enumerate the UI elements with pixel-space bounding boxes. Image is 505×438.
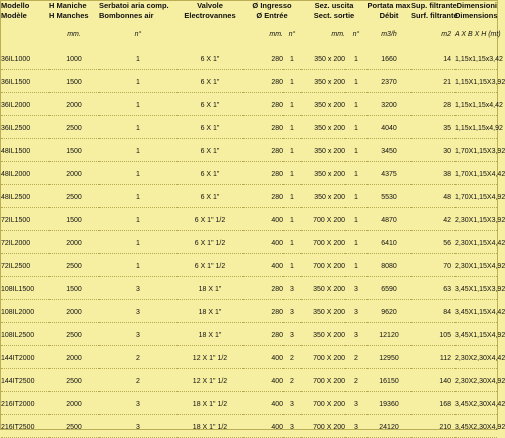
cell-h-maniche: 1500 <box>49 208 99 231</box>
cell-h-maniche: 2000 <box>49 346 99 369</box>
cell-model: 72IL1500 <box>1 208 49 231</box>
unit-h: mm. <box>67 30 81 38</box>
header-surf-filtrante: Surf. filtrante <box>411 11 458 20</box>
header-dimensions: Dimensions <box>455 11 498 20</box>
cell-serbatoi: 1 <box>99 231 177 254</box>
table-row <box>1 47 497 70</box>
unit-uscita-mm: mm. <box>331 30 345 38</box>
cell-sup-filtrante: 63 <box>411 277 455 300</box>
cell-model: 48IL2000 <box>1 162 49 185</box>
cell-model: 48IL2500 <box>1 185 49 208</box>
cell-ingresso-mm: 400 <box>243 369 283 392</box>
unit-ingresso-n: n° <box>288 30 296 38</box>
cell-valvole: 12 X 1" 1/2 <box>177 369 243 392</box>
cell-dimensioni: 1,15x1,15x4,92 <box>455 116 497 139</box>
table-row <box>1 93 497 116</box>
cell-ingresso-n: 1 <box>283 185 301 208</box>
cell-h-maniche: 2500 <box>49 415 99 438</box>
header-debit: Débit <box>379 11 399 20</box>
cell-sup-filtrante: 56 <box>411 231 455 254</box>
cell-model: 48IL1500 <box>1 139 49 162</box>
cell-valvole: 18 X 1" <box>177 277 243 300</box>
cell-portata: 3450 <box>367 139 411 162</box>
cell-ingresso-n: 1 <box>283 93 301 116</box>
cell-uscita: 350 x 200 <box>301 162 345 185</box>
cell-model: 108IL2000 <box>1 300 49 323</box>
unit-portata: m3/h <box>381 30 397 38</box>
cell-portata: 4040 <box>367 116 411 139</box>
cell-model: 108IL1500 <box>1 277 49 300</box>
cell-ingresso-n: 1 <box>283 208 301 231</box>
cell-serbatoi: 3 <box>99 323 177 346</box>
cell-ingresso-n: 2 <box>283 369 301 392</box>
cell-h-maniche: 2500 <box>49 254 99 277</box>
cell-valvole: 6 X 1" <box>177 70 243 93</box>
cell-serbatoi: 3 <box>99 300 177 323</box>
cell-uscita-n: 1 <box>345 93 367 116</box>
cell-ingresso-mm: 400 <box>243 346 283 369</box>
cell-portata: 16150 <box>367 369 411 392</box>
cell-dimensioni: 3,45X1,15X3,92 <box>455 277 497 300</box>
cell-model: 36IL1500 <box>1 70 49 93</box>
cell-h-maniche: 2500 <box>49 185 99 208</box>
cell-h-maniche: 2500 <box>49 323 99 346</box>
cell-dimensioni: 3,45X2,30X4,42 <box>455 392 497 415</box>
unit-ingresso-mm: mm. <box>269 30 283 38</box>
cell-dimensioni: 3,45X1,15X4,42 <box>455 300 497 323</box>
table-row <box>1 346 497 369</box>
cell-serbatoi: 1 <box>99 70 177 93</box>
cell-dimensioni: 2,30X1,15X4,42 <box>455 231 497 254</box>
spec-rows <box>1 47 505 438</box>
cell-sup-filtrante: 28 <box>411 93 455 116</box>
cell-serbatoi: 1 <box>99 254 177 277</box>
cell-serbatoi: 1 <box>99 139 177 162</box>
cell-dimensioni: 2,30X1,15X3,92 <box>455 208 497 231</box>
cell-sup-filtrante: 168 <box>411 392 455 415</box>
cell-h-maniche: 1000 <box>49 47 99 70</box>
cell-uscita: 350 X 200 <box>301 300 345 323</box>
cell-dimensioni: 1,70X1,15X4,42 <box>455 162 497 185</box>
unit-uscita-n: n° <box>352 30 360 38</box>
cell-valvole: 6 X 1" <box>177 162 243 185</box>
cell-portata: 6410 <box>367 231 411 254</box>
cell-sup-filtrante: 42 <box>411 208 455 231</box>
header-uscita: Sez. uscita <box>314 1 354 10</box>
cell-h-maniche: 2500 <box>49 369 99 392</box>
cell-uscita: 350 x 200 <box>301 139 345 162</box>
cell-ingresso-n: 1 <box>283 47 301 70</box>
header-row-italian <box>1 1 497 11</box>
cell-valvole: 6 X 1" <box>177 185 243 208</box>
cell-portata: 4375 <box>367 162 411 185</box>
header-model: Modello <box>1 1 30 10</box>
cell-portata: 19360 <box>367 392 411 415</box>
cell-uscita: 350 x 200 <box>301 185 345 208</box>
cell-h-maniche: 2000 <box>49 231 99 254</box>
cell-model: 216IT2000 <box>1 392 49 415</box>
cell-portata: 6590 <box>367 277 411 300</box>
header-portata: Portata max <box>367 1 411 10</box>
header-modele: Modèle <box>1 11 27 20</box>
table-row <box>1 392 497 415</box>
cell-model: 36IL2000 <box>1 93 49 116</box>
cell-uscita-n: 1 <box>345 254 367 277</box>
cell-ingresso-mm: 400 <box>243 208 283 231</box>
cell-ingresso-n: 3 <box>283 415 301 438</box>
cell-ingresso-n: 3 <box>283 392 301 415</box>
cell-serbatoi: 1 <box>99 162 177 185</box>
cell-serbatoi: 1 <box>99 93 177 116</box>
cell-sup-filtrante: 210 <box>411 415 455 438</box>
cell-uscita: 350 X 200 <box>301 323 345 346</box>
cell-h-maniche: 1500 <box>49 139 99 162</box>
cell-uscita-n: 1 <box>345 185 367 208</box>
cell-portata: 1660 <box>367 47 411 70</box>
cell-uscita: 700 X 200 <box>301 346 345 369</box>
cell-uscita-n: 1 <box>345 116 367 139</box>
cell-uscita-n: 3 <box>345 415 367 438</box>
cell-serbatoi: 2 <box>99 346 177 369</box>
cell-portata: 3200 <box>367 93 411 116</box>
cell-ingresso-n: 1 <box>283 70 301 93</box>
table-row <box>1 70 497 93</box>
unit-sup: m2 <box>441 30 451 38</box>
cell-ingresso-mm: 280 <box>243 116 283 139</box>
cell-ingresso-mm: 400 <box>243 415 283 438</box>
cell-sup-filtrante: 21 <box>411 70 455 93</box>
cell-serbatoi: 3 <box>99 415 177 438</box>
cell-ingresso-mm: 280 <box>243 139 283 162</box>
cell-serbatoi: 3 <box>99 277 177 300</box>
cell-ingresso-n: 1 <box>283 231 301 254</box>
cell-uscita-n: 1 <box>345 208 367 231</box>
cell-ingresso-mm: 280 <box>243 300 283 323</box>
cell-portata: 9620 <box>367 300 411 323</box>
cell-h-maniche: 2500 <box>49 116 99 139</box>
cell-ingresso-n: 3 <box>283 300 301 323</box>
header-row-french <box>1 11 497 21</box>
cell-h-maniche: 2000 <box>49 300 99 323</box>
cell-serbatoi: 2 <box>99 369 177 392</box>
cell-ingresso-n: 1 <box>283 254 301 277</box>
cell-uscita-n: 3 <box>345 300 367 323</box>
cell-ingresso-mm: 280 <box>243 323 283 346</box>
header-valvole: Valvole <box>197 1 223 10</box>
cell-uscita-n: 1 <box>345 139 367 162</box>
cell-sup-filtrante: 112 <box>411 346 455 369</box>
cell-dimensioni: 3,45X2,30X4,92 <box>455 415 497 438</box>
cell-sup-filtrante: 105 <box>411 323 455 346</box>
cell-serbatoi: 1 <box>99 208 177 231</box>
header-sup-filtrante: Sup. filtrante <box>411 1 457 10</box>
cell-ingresso-mm: 280 <box>243 277 283 300</box>
cell-valvole: 6 X 1" <box>177 47 243 70</box>
cell-portata: 5530 <box>367 185 411 208</box>
unit-serbatoi: n° <box>134 30 142 38</box>
cell-ingresso-n: 2 <box>283 346 301 369</box>
cell-portata: 8080 <box>367 254 411 277</box>
table-row <box>1 162 497 185</box>
cell-uscita-n: 3 <box>345 277 367 300</box>
header-serbatoi: Serbatoi aria comp. <box>99 1 169 10</box>
cell-sup-filtrante: 70 <box>411 254 455 277</box>
cell-ingresso-mm: 280 <box>243 47 283 70</box>
cell-uscita: 700 X 200 <box>301 369 345 392</box>
cell-model: 216IT2500 <box>1 415 49 438</box>
table-row <box>1 300 497 323</box>
cell-uscita: 700 X 200 <box>301 392 345 415</box>
cell-uscita: 350 x 200 <box>301 93 345 116</box>
cell-valvole: 6 X 1" 1/2 <box>177 231 243 254</box>
cell-valvole: 12 X 1" 1/2 <box>177 346 243 369</box>
cell-ingresso-n: 1 <box>283 162 301 185</box>
cell-h-maniche: 2000 <box>49 392 99 415</box>
cell-dimensioni: 1,15x1,15x4,42 <box>455 93 497 116</box>
cell-model: 36IL2500 <box>1 116 49 139</box>
cell-ingresso-mm: 400 <box>243 254 283 277</box>
cell-uscita-n: 3 <box>345 323 367 346</box>
cell-uscita: 700 X 200 <box>301 415 345 438</box>
cell-ingresso-n: 1 <box>283 139 301 162</box>
cell-uscita: 350 X 200 <box>301 277 345 300</box>
header-h-manches: H Manches <box>49 11 89 20</box>
cell-h-maniche: 2000 <box>49 93 99 116</box>
cell-ingresso-mm: 280 <box>243 93 283 116</box>
header-entree: Ø Entrée <box>256 11 288 20</box>
cell-dimensioni: 1,15x1,15x3,42 <box>455 47 497 70</box>
cell-valvole: 6 X 1" <box>177 116 243 139</box>
cell-ingresso-mm: 400 <box>243 392 283 415</box>
unit-dim: A X B X H (mt) <box>455 30 501 38</box>
header-dimensioni: Dimensioni <box>456 1 497 10</box>
cell-dimensioni: 2,30X2,30X4,92 <box>455 369 497 392</box>
table-row <box>1 254 497 277</box>
table-row <box>1 116 497 139</box>
cell-valvole: 6 X 1" <box>177 93 243 116</box>
cell-dimensioni: 3,45X1,15X4,92 <box>455 323 497 346</box>
cell-uscita: 350 x 200 <box>301 116 345 139</box>
cell-model: 72IL2000 <box>1 231 49 254</box>
cell-uscita-n: 3 <box>345 392 367 415</box>
cell-sup-filtrante: 38 <box>411 162 455 185</box>
cell-sup-filtrante: 35 <box>411 116 455 139</box>
cell-portata: 24120 <box>367 415 411 438</box>
header-electrovannes: Electrovannes <box>184 11 236 20</box>
cell-dimensioni: 2,30X1,15X4,92 <box>455 254 497 277</box>
cell-portata: 2370 <box>367 70 411 93</box>
cell-valvole: 18 X 1" <box>177 323 243 346</box>
cell-uscita: 350 x 200 <box>301 70 345 93</box>
cell-dimensioni: 1,70X1,15X3,92 <box>455 139 497 162</box>
header-h-maniche: H Maniche <box>49 1 87 10</box>
cell-uscita-n: 2 <box>345 369 367 392</box>
cell-uscita: 700 X 200 <box>301 231 345 254</box>
cell-model: 144IT2000 <box>1 346 49 369</box>
cell-model: 108IL2500 <box>1 323 49 346</box>
cell-model: 36IL1000 <box>1 47 49 70</box>
cell-ingresso-mm: 400 <box>243 231 283 254</box>
table-row <box>1 415 497 438</box>
cell-ingresso-mm: 280 <box>243 185 283 208</box>
cell-ingresso-mm: 280 <box>243 70 283 93</box>
cell-valvole: 18 X 1" 1/2 <box>177 392 243 415</box>
cell-uscita: 700 X 200 <box>301 208 345 231</box>
cell-serbatoi: 1 <box>99 47 177 70</box>
cell-model: 144IT2500 <box>1 369 49 392</box>
cell-valvole: 18 X 1" 1/2 <box>177 415 243 438</box>
cell-uscita-n: 1 <box>345 162 367 185</box>
cell-uscita: 350 x 200 <box>301 47 345 70</box>
table-row <box>1 208 497 231</box>
cell-h-maniche: 1500 <box>49 70 99 93</box>
cell-serbatoi: 1 <box>99 185 177 208</box>
cell-uscita: 700 X 200 <box>301 254 345 277</box>
cell-ingresso-n: 3 <box>283 277 301 300</box>
cell-uscita-n: 1 <box>345 231 367 254</box>
header-sortie: Sect. sortie <box>313 11 355 20</box>
cell-dimensioni: 2,30X2,30X4,42 <box>455 346 497 369</box>
cell-valvole: 18 X 1" <box>177 300 243 323</box>
cell-portata: 12120 <box>367 323 411 346</box>
cell-serbatoi: 3 <box>99 392 177 415</box>
table-row <box>1 185 497 208</box>
cell-uscita-n: 1 <box>345 70 367 93</box>
cell-ingresso-n: 3 <box>283 323 301 346</box>
cell-ingresso-mm: 280 <box>243 162 283 185</box>
spec-table <box>1 1 505 438</box>
cell-portata: 4870 <box>367 208 411 231</box>
cell-sup-filtrante: 48 <box>411 185 455 208</box>
cell-ingresso-n: 1 <box>283 116 301 139</box>
units-row <box>1 21 497 47</box>
table-row <box>1 369 497 392</box>
cell-sup-filtrante: 30 <box>411 139 455 162</box>
cell-valvole: 6 X 1" 1/2 <box>177 254 243 277</box>
cell-dimensioni: 1,70X1,15X4,92 <box>455 185 497 208</box>
cell-sup-filtrante: 14 <box>411 47 455 70</box>
cell-portata: 12950 <box>367 346 411 369</box>
cell-uscita-n: 2 <box>345 346 367 369</box>
header-ingresso: Ø Ingresso <box>252 1 292 10</box>
cell-serbatoi: 1 <box>99 116 177 139</box>
cell-h-maniche: 2000 <box>49 162 99 185</box>
cell-sup-filtrante: 84 <box>411 300 455 323</box>
cell-h-maniche: 1500 <box>49 277 99 300</box>
table-row <box>1 231 497 254</box>
cell-model: 72IL2500 <box>1 254 49 277</box>
cell-dimensioni: 1,15X1,15X3,92 <box>455 70 497 93</box>
cell-sup-filtrante: 140 <box>411 369 455 392</box>
table-row <box>1 277 497 300</box>
cell-valvole: 6 X 1" 1/2 <box>177 208 243 231</box>
header-bombonnes: Bombonnes air <box>99 11 154 20</box>
cell-uscita-n: 1 <box>345 47 367 70</box>
table-row <box>1 139 497 162</box>
table-row <box>1 323 497 346</box>
cell-valvole: 6 X 1" <box>177 139 243 162</box>
